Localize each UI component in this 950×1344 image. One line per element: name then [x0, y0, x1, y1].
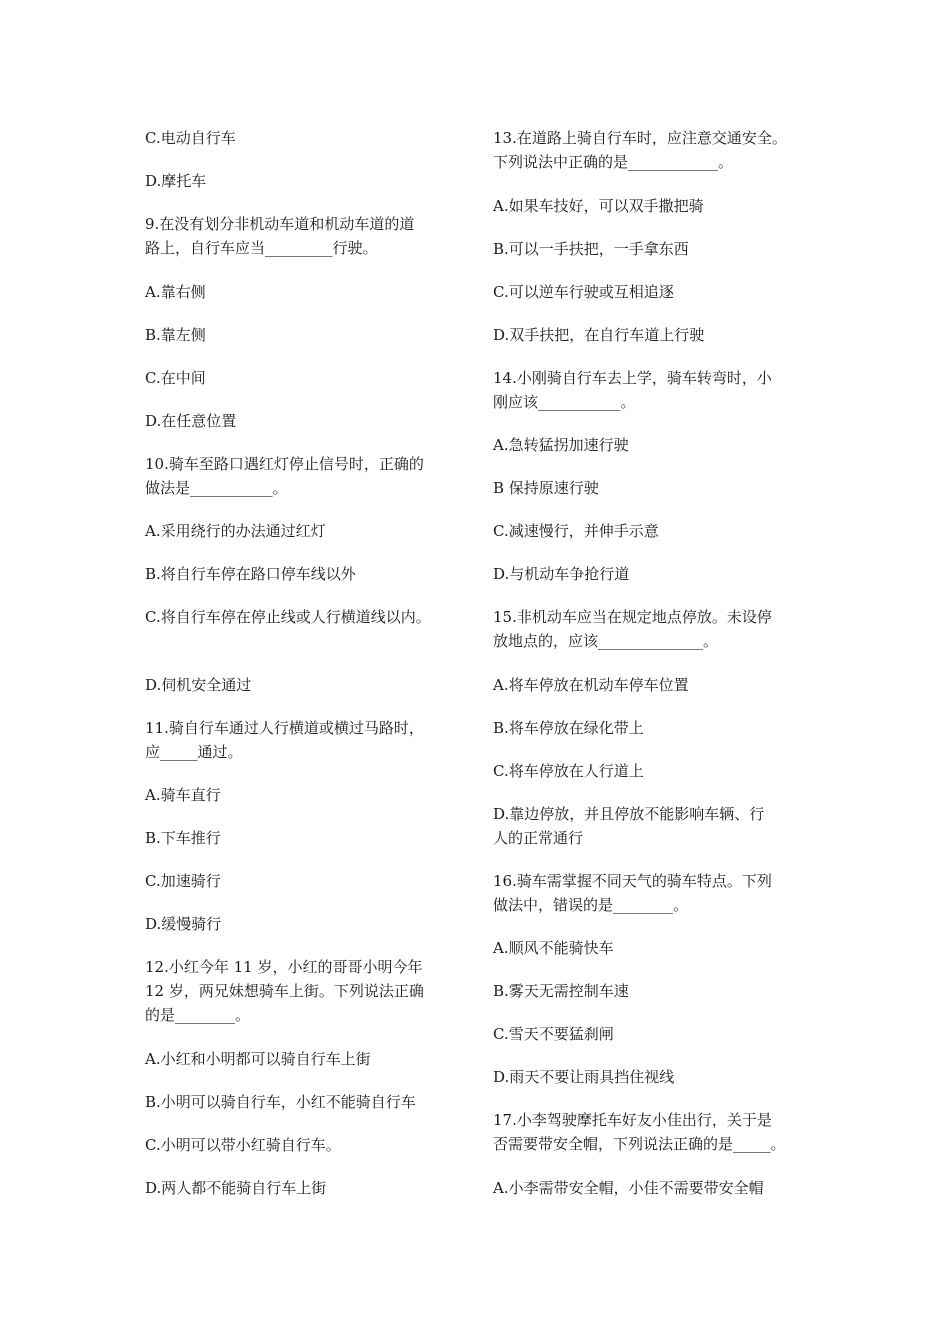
question-13: 13.在道路上骑自行车时，应注意交通安全。: [493, 129, 787, 147]
option-16b: B.雾天无需控制车速: [493, 982, 629, 1000]
option-12a: A.小红和小明都可以骑自行车上街: [145, 1050, 371, 1068]
option-9b: B.靠左侧: [145, 326, 206, 344]
question-9-cont: 路上，自行车应当_________行驶。: [145, 239, 378, 257]
question-11: 11.骑自行车通过人行横道或横过马路时，: [145, 719, 424, 737]
option-10b: B.将自行车停在路口停车线以外: [145, 565, 356, 583]
option-15c: C.将车停放在人行道上: [493, 762, 644, 780]
option-13c: C.可以逆车行驶或互相追逐: [493, 283, 674, 301]
option-15d: D.靠边停放，并且停放不能影响车辆、行: [493, 805, 765, 823]
question-11-cont: 应_____通过。: [145, 743, 243, 761]
option-10d: D.伺机安全通过: [145, 676, 252, 694]
question-9: 9.在没有划分非机动车道和机动车道的道: [145, 215, 415, 233]
option-14a: A.急转猛拐加速行驶: [493, 436, 629, 454]
question-16: 16.骑车需掌握不同天气的骑车特点。下列: [493, 872, 772, 890]
question-10-cont: 做法是___________。: [145, 479, 288, 497]
option-9d: D.在任意位置: [145, 412, 237, 430]
option-9c: C.在中间: [145, 369, 206, 387]
option-14d: D.与机动车争抢行道: [493, 565, 630, 583]
option-15a: A.将车停放在机动车停车位置: [493, 676, 689, 694]
question-15: 15.非机动车应当在规定地点停放。未设停: [493, 608, 772, 626]
option-11b: B.下车推行: [145, 829, 221, 847]
question-12-cont: 12 岁，两兄妹想骑车上街。下列说法正确: [145, 982, 424, 1000]
option-15b: B.将车停放在绿化带上: [493, 719, 644, 737]
question-12-cont2: 的是________。: [145, 1006, 251, 1024]
option-16d: D.雨天不要让雨具挡住视线: [493, 1068, 675, 1086]
option-11a: A.骑车直行: [145, 786, 221, 804]
question-14: 14.小刚骑自行车去上学，骑车转弯时，小: [493, 369, 772, 387]
question-16-cont: 做法中，错误的是________。: [493, 896, 689, 914]
question-12: 12.小红今年 11 岁，小红的哥哥小明今年: [145, 958, 423, 976]
question-15-cont: 放地点的，应该______________。: [493, 632, 719, 650]
option-12b: B.小明可以骑自行车，小红不能骑自行车: [145, 1093, 416, 1111]
option-9a: A.靠右侧: [145, 283, 206, 301]
option-14c: C.减速慢行，并伸手示意: [493, 522, 659, 540]
option-8d: D.摩托车: [145, 172, 207, 190]
option-17a: A.小李需带安全帽，小佳不需要带安全帽: [493, 1179, 764, 1197]
option-15d-cont: 人的正常通行: [493, 829, 584, 847]
option-12c: C.小明可以带小红骑自行车。: [145, 1136, 341, 1154]
option-16c: C.雪天不要猛刹闸: [493, 1025, 614, 1043]
option-13d: D.双手扶把，在自行车道上行驶: [493, 326, 705, 344]
question-10: 10.骑车至路口遇红灯停止信号时，正确的: [145, 455, 424, 473]
option-13a: A.如果车技好，可以双手撒把骑: [493, 197, 704, 215]
option-10c: C.将自行车停在停止线或人行横道线以内。: [145, 608, 431, 626]
option-16a: A.顺风不能骑快车: [493, 939, 614, 957]
option-11d: D.缓慢骑行: [145, 915, 222, 933]
option-12d: D.两人都不能骑自行车上街: [145, 1179, 327, 1197]
option-11c: C.加速骑行: [145, 872, 221, 890]
question-14-cont: 刚应该___________。: [493, 393, 636, 411]
question-13-cont: 下列说法中正确的是____________。: [493, 153, 734, 171]
option-13b: B.可以一手扶把，一手拿东西: [493, 240, 689, 258]
option-10a: A.采用绕行的办法通过红灯: [145, 522, 326, 540]
option-8c: C.电动自行车: [145, 129, 236, 147]
question-17-cont: 否需要带安全帽，下列说法正确的是_____。: [493, 1135, 786, 1153]
question-17: 17.小李驾驶摩托车好友小佳出行，关于是: [493, 1111, 772, 1129]
option-14b: B 保持原速行驶: [493, 479, 599, 497]
